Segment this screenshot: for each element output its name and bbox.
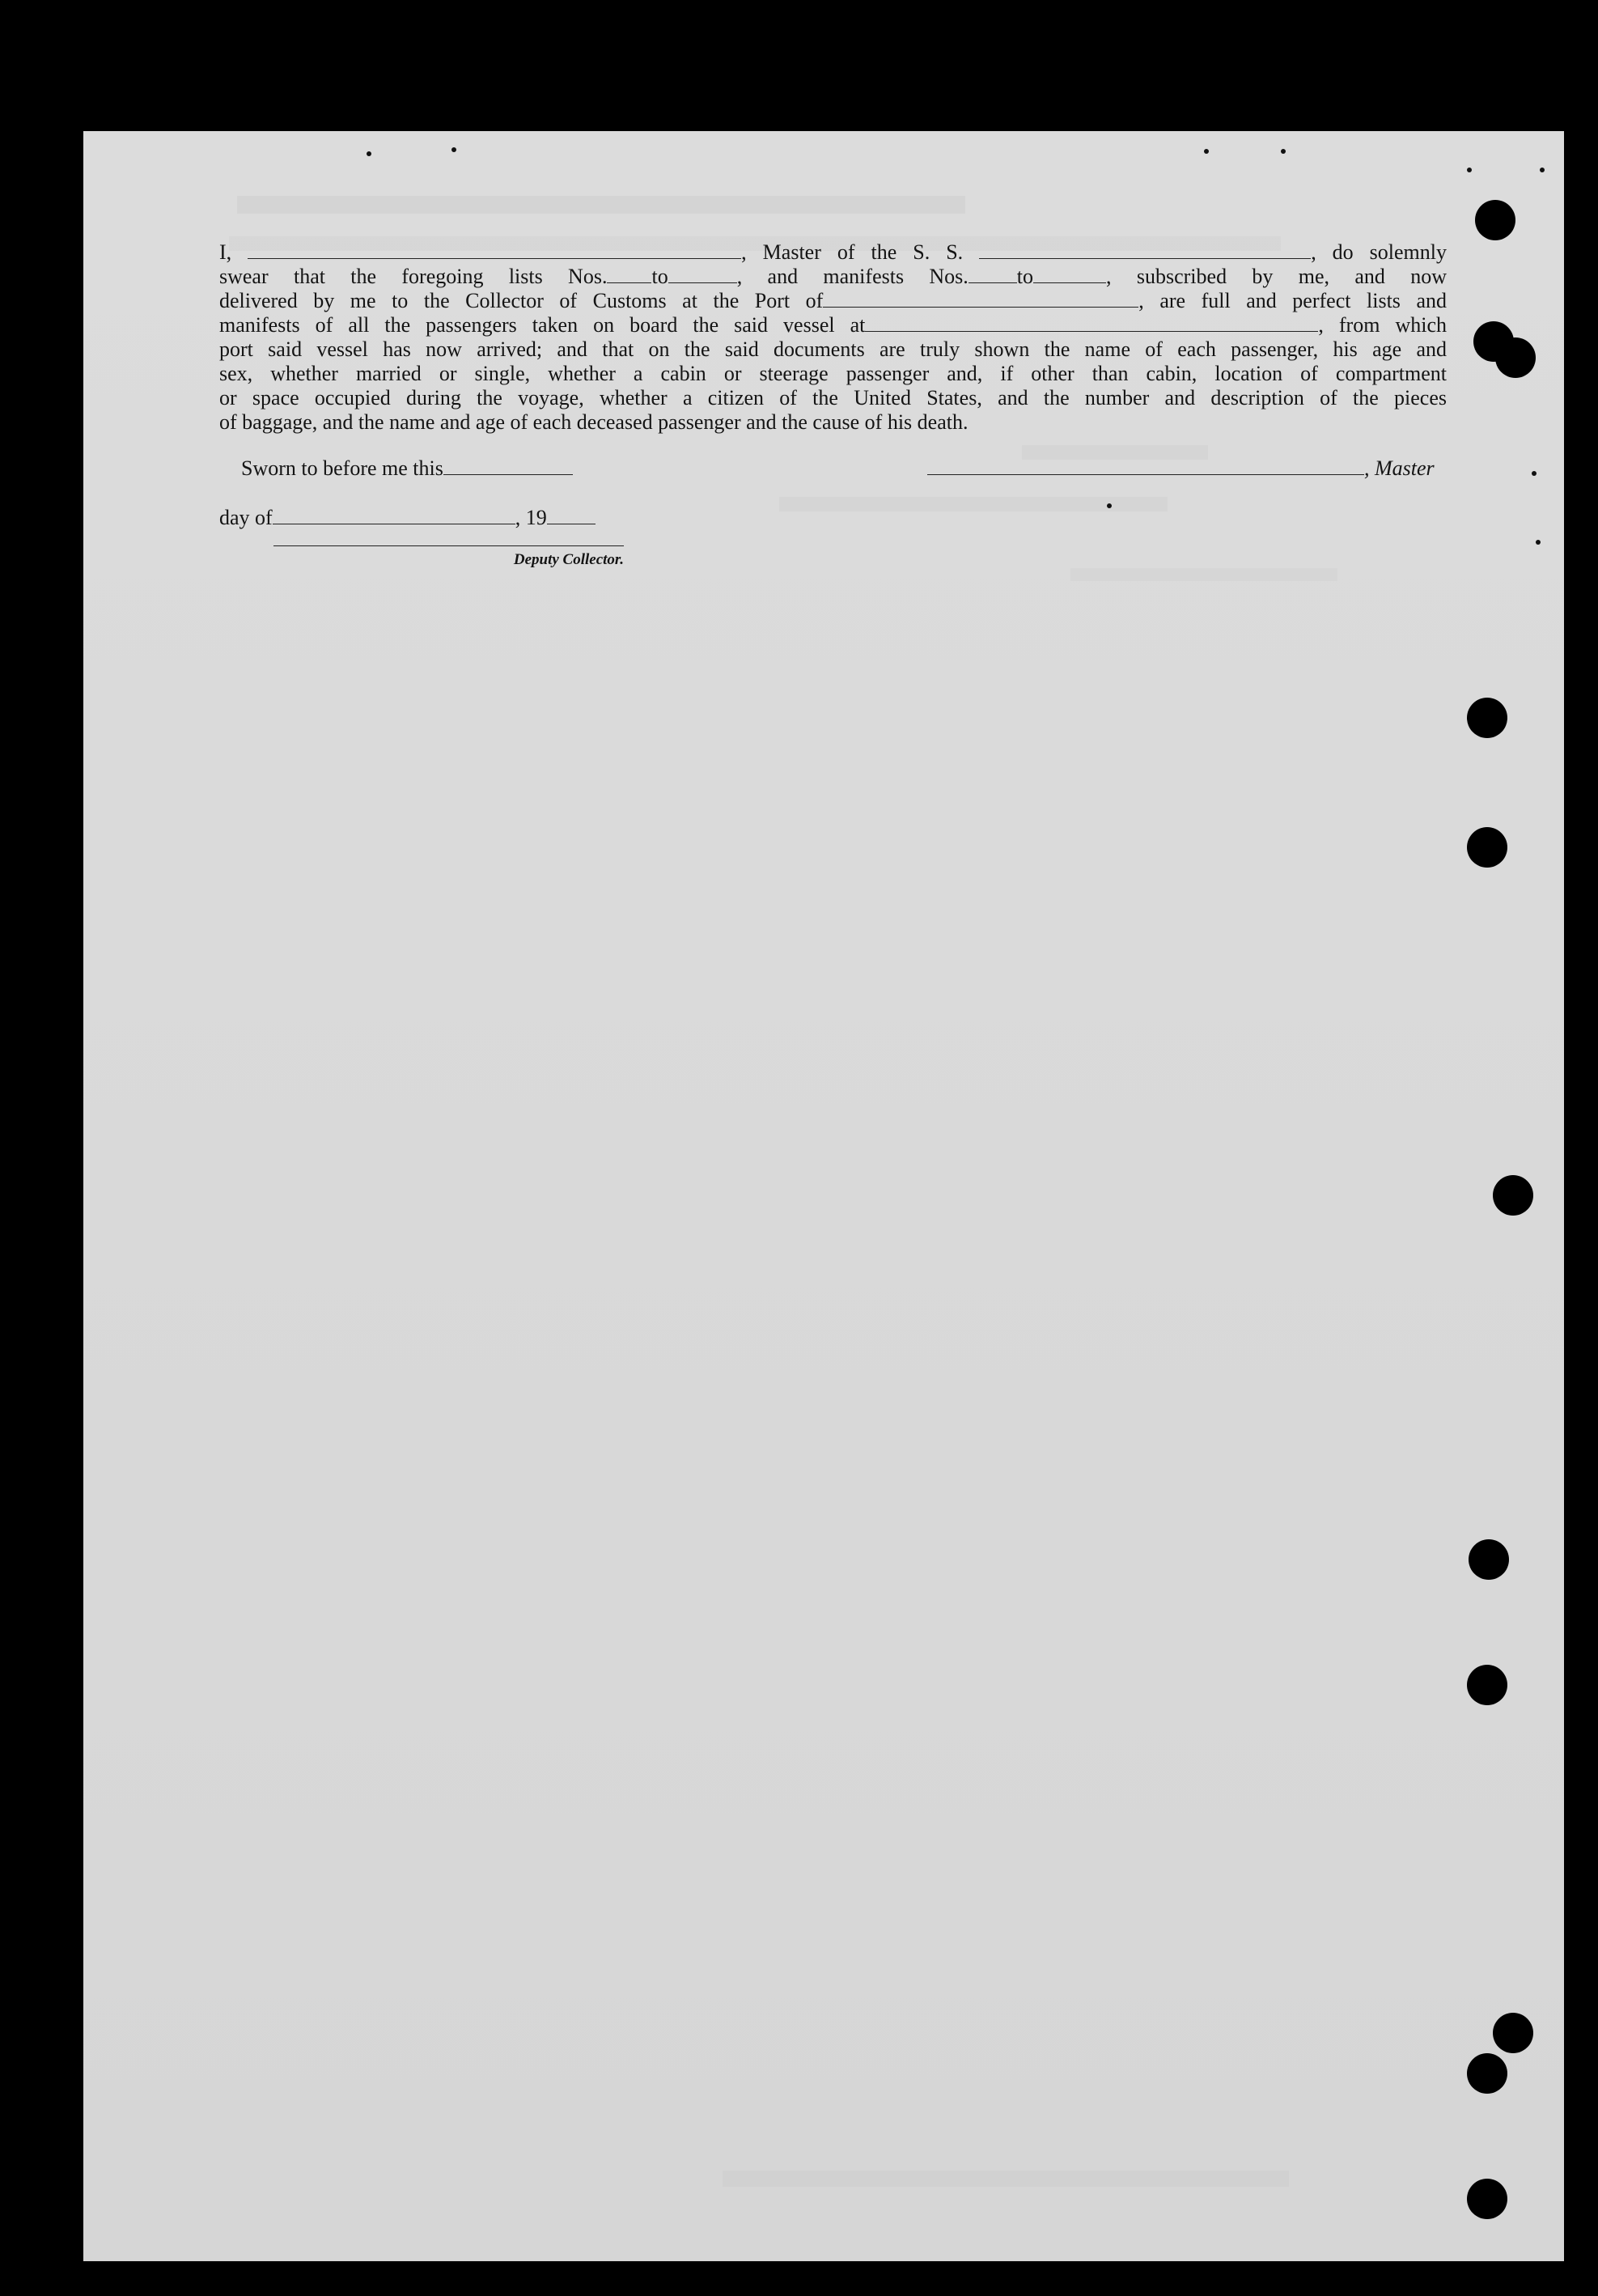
oath-text: , are full and perfect lists and — [1138, 289, 1447, 312]
punch-hole — [1493, 1175, 1533, 1216]
punch-hole — [1475, 200, 1515, 240]
dust-speck — [1281, 149, 1286, 154]
oath-text: , subscribed by me, and now — [1106, 265, 1447, 288]
sworn-label: Sworn to before me this — [241, 456, 443, 480]
oath-text: to — [651, 265, 668, 288]
port-field[interactable] — [823, 289, 1138, 308]
oath-text: delivered by me to the Collector of Customs at the Port of — [219, 289, 824, 312]
punch-hole — [1493, 2013, 1533, 2053]
punch-hole — [1467, 827, 1507, 868]
year-label: , 19 — [515, 506, 547, 529]
dust-speck — [1467, 168, 1472, 172]
day-of-label: day of — [219, 506, 273, 529]
manifest-from-field[interactable] — [969, 265, 1017, 283]
master-signature-row — [927, 456, 1435, 481]
master-label: , Master — [1364, 456, 1435, 480]
oath-text: , and manifests Nos. — [736, 265, 969, 288]
deputy-collector-label: Deputy Collector. — [513, 551, 624, 568]
month-field[interactable] — [273, 506, 515, 524]
dust-speck — [1204, 149, 1209, 154]
year-field[interactable] — [547, 506, 596, 524]
ship-name-field[interactable] — [979, 240, 1311, 259]
oath-text: manifests of all the passengers taken on board the said vessel at — [219, 313, 866, 337]
oath-text: , Master of the S. S. — [741, 240, 964, 264]
oath-text: to — [1016, 265, 1034, 288]
bleed-through-footer — [723, 2171, 1289, 2187]
oath-text: sex, whether married or single, whether a cabin or steerage passenger and, if other than cabin, location of compartment — [219, 362, 1447, 385]
punch-hole — [1495, 337, 1536, 378]
master-signature-field[interactable] — [927, 456, 1364, 475]
punch-hole — [1467, 2053, 1507, 2094]
sworn-day-field[interactable] — [443, 456, 573, 475]
dust-speck — [451, 147, 456, 152]
manifest-to-field[interactable] — [1033, 265, 1106, 283]
oath-text: of baggage, and the name and age of each deceased passenger and the cause of his death. — [219, 410, 969, 434]
punch-hole — [1467, 1665, 1507, 1705]
bleed-through-entry — [1070, 568, 1337, 581]
oath-paragraph — [219, 240, 1447, 435]
master-name-field[interactable] — [248, 240, 741, 259]
bleed-through-header — [237, 196, 965, 214]
list-to-field[interactable] — [668, 265, 737, 283]
oath-text: , do solemnly — [1311, 240, 1448, 264]
deputy-collector-signature[interactable] — [273, 545, 624, 569]
punch-hole — [1469, 1539, 1509, 1580]
dust-speck — [1536, 540, 1541, 545]
oath-text: or space occupied during the voyage, whether a citizen of the United States, and the number and description of the pieces — [219, 386, 1447, 410]
dust-speck — [1532, 471, 1537, 476]
oath-text: port said vessel has now arrived; and that on the said documents are truly shown the name of each passenger, his age and — [219, 337, 1447, 361]
list-from-field[interactable] — [607, 265, 651, 283]
dust-speck — [1540, 168, 1545, 172]
oath-text: I, — [219, 240, 232, 264]
punch-hole — [1467, 2179, 1507, 2219]
oath-text: swear that the foregoing lists Nos. — [219, 265, 608, 288]
dust-speck — [367, 151, 371, 156]
form-sheet — [83, 131, 1564, 2261]
punch-hole — [1467, 698, 1507, 738]
date-row — [219, 506, 596, 530]
oath-text: , from which — [1318, 313, 1447, 337]
dust-speck — [1107, 503, 1112, 508]
departure-port-field[interactable] — [865, 313, 1318, 332]
